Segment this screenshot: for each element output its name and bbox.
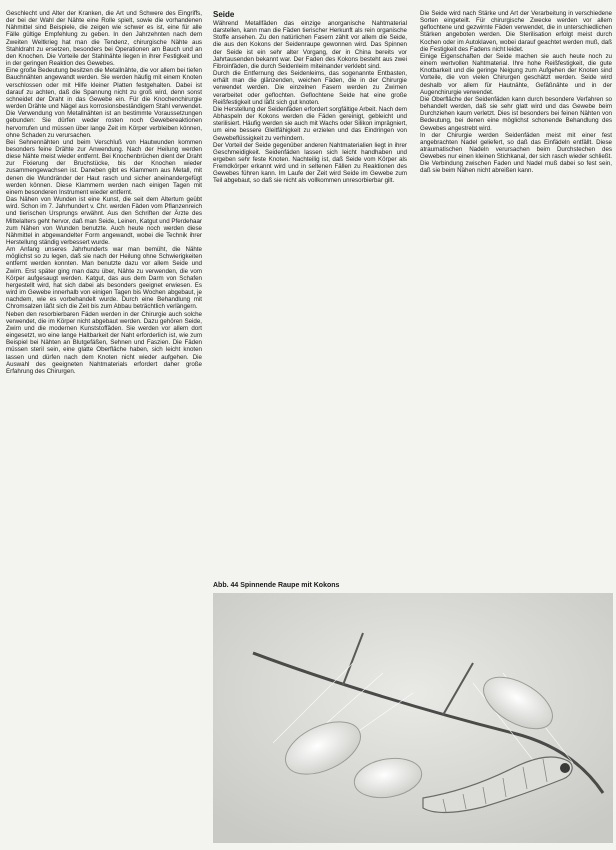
middle-paragraph: Durch die Entfernung des Seidenleims, das sogenannte Entbasten, erhält man die glänzenden, weichen Fäden, die in der Chirurgie verwendet werden. Die einzelnen Fasern werden zu Zwirnen verarbeitet oder geflochten. Geflochtene Seide hat eine große Reißfestigkeit und läßt sich gut knoten. bbox=[213, 70, 407, 106]
middle-text-column bbox=[213, 10, 407, 580]
left-paragraph: Geschlecht und Alter der Kranken, die Art und Schwere des Eingriffs, der bei der Wahl der Nähte eine Rolle spielt, sowie die vorhandenen Nähmittel sind Beispiele, die zeigen wie schwer es ist, eine für alle Fälle gültige Empfehlung zu geben. In den Jahrzehnten nach dem Zweiten Weltkrieg hat man die Tendenz, chirurgische Nähte aus Stahldraht zu ersetzen, besonders bei Operationen am Bauch und an den Knochen. Die Vorteile der Stahlnähte liegen in ihrer Festigkeit und in der geringen Reaktion des Gewebes. bbox=[6, 10, 202, 68]
right-paragraph: Einige Eigenschaften der Seide machen sie auch heute noch zu einem wertvollen Nahtmaterial. Ihre hohe Reißfestigkeit, die gute Knotbarkeit und die geringe Neigung zum Aufgehen der Knoten sind Vorteile, die von vielen Chirurgen geschätzt werden. Seide wird deshalb vor allem für Hautnähte, Gefäßnähte und in der Augenchirurgie verwendet. bbox=[420, 52, 612, 96]
right-paragraph: In der Chirurgie werden Seidenfäden meist mit einer fest angebrachten Nadel geliefert, so daß das Einfädeln entfällt. Diese atraumatischen Nadeln verursachen beim Durchstechen des Gewebes nur einen kleinen Stichkanal, der sich rasch wieder schließt. Die Verbindung zwischen Faden und Nadel muß dabei so fest sein, daß sie beim Nähen nicht abreißen kann. bbox=[420, 131, 612, 175]
middle-paragraph: Der Vorteil der Seide gegenüber anderen Nahtmaterialien liegt in ihrer Geschmeidigkeit. Seidenfäden lassen sich leicht handhaben und ergeben sehr feste Knoten. Nachteilig ist, daß Seide vom Körper als Fremdkörper erkannt wird und in seltenen Fällen zu Reaktionen des Gewebes führen kann. Im Laufe der Zeit wird Seide im Gewebe zum Teil abgebaut, so daß sie nicht als vollkommen unresorbierbar gilt. bbox=[213, 141, 407, 185]
silkworm-cocoon-photo bbox=[213, 593, 613, 843]
middle-paragraph: Die Herstellung der Seidenfäden erfordert sorgfältige Arbeit. Nach dem Abhaspeln der Kokons werden die Fäden gereinigt, gebleicht und sterilisiert. Häufig werden sie auch mit Wachs oder Silikon imprägniert, um eine bessere Gleitfähigkeit zu erzielen und das Eindringen von Gewebeflüssigkeit zu verhindern. bbox=[213, 105, 407, 142]
left-paragraph: Neben den resorbierbaren Fäden werden in der Chirurgie auch solche verwendet, die im Körper nicht abgebaut werden. Dazu gehören Seide, Zwirn und die modernen Kunststoffäden. Sie werden vor allem dort eingesetzt, wo eine lange Haltbarkeit der Naht erforderlich ist, wie zum Beispiel bei Nähten an Blutgefäßen, Sehnen und Faszien. Die Fäden müssen steril sein, eine glatte Oberfläche haben, sich leicht knoten lassen und dürfen nach dem Knoten nicht wieder aufgehen. Die Auswahl des geeigneten Nahtmaterials erfordert daher große Erfahrung des Chirurgen. bbox=[6, 310, 202, 375]
photo-background bbox=[213, 593, 613, 843]
figure-caption: Abb. 44 Spinnende Raupe mit Kokons bbox=[213, 582, 340, 589]
left-paragraph: Am Anfang unseres Jahrhunderts war man bemüht, die Nähte möglichst so zu legen, daß sie nach der Heilung ohne Schwierigkeiten entfernt werden konnten. Man benutzte dazu vor allem Seide und Zwirn. Erst später ging man dazu über, Nähte zu verwenden, die vom Körper aufgesaugt werden. Katgut, das aus dem Darm von Schafen hergestellt wird, hat sich dabei als besonders geeignet erwiesen. Es wird im Gewebe innerhalb von einigen Tagen bis Wochen abgebaut, je nachdem, wie es vorbehandelt wurde. Durch eine Behandlung mit Chromsalzen läßt sich die Zeit bis zum Abbau beträchtlich verlängern. bbox=[6, 246, 202, 311]
section-heading: Seide bbox=[213, 10, 235, 19]
right-paragraph: Die Oberfläche der Seidenfäden kann durch besondere Verfahren so behandelt werden, daß sie sehr glatt wird und das Gewebe beim Durchziehen kaum verletzt. Dies ist besonders bei feinen Nähten von Bedeutung, bei denen eine möglichst schonende Behandlung des Gewebes angestrebt wird. bbox=[420, 95, 612, 132]
left-paragraph: Eine große Bedeutung besitzen die Metallnähte, die vor allem bei tiefen Bauchnähten angewandt werden. Sie werden häufig mit einem Knoten verschlossen oder mit Hilfe kleiner Platten festgehalten. Dabei ist darauf zu achten, daß die Spannung nicht zu groß wird, denn sonst schneidet der Draht in das Gewebe ein. Für die Knochenchirurgie werden Drähte und Nägel aus korrosionsbeständigem Stahl verwendet. Die Verwendung von Metallnähten ist an bestimmte Voraussetzungen gebunden: Sie dürfen weder rosten noch Gewebereaktionen hervorrufen und müssen über lange Zeit im Körper verbleiben können, ohne Schaden zu verursachen. bbox=[6, 67, 202, 139]
right-paragraph: Die Seide wird nach Stärke und Art der Verarbeitung in verschiedene Sorten eingeteilt. Für chirurgische Zwecke werden vor allem geflochtene und gezwirnte Fäden verwendet, die in unterschiedlichen Stärken angeboten werden. Die Sterilisation erfolgt meist durch Kochen oder im Autoklaven, wobei darauf geachtet werden muß, daß die Festigkeit des Fadens nicht leidet. bbox=[420, 10, 612, 53]
left-paragraph: Bei Sehnennähten und beim Verschluß von Hautwunden kommen besonders feine Drähte zur Anwendung. Nach der Heilung werden diese Nähte meist wieder entfernt. Bei Knochenbrüchen dient der Draht zur Fixierung der Bruchstücke, bis der Knochen wieder zusammengewachsen ist. Daneben gibt es Klammern aus Metall, mit denen die Wundränder der Haut rasch und sicher aneinandergefügt werden können. Diese Klammern werden nach einigen Tagen mit einem besonderen Instrument wieder entfernt. bbox=[6, 138, 202, 196]
right-text-column bbox=[420, 10, 612, 580]
left-text-column bbox=[6, 10, 202, 846]
left-paragraph: Das Nähen von Wunden ist eine Kunst, die seit dem Altertum geübt wird. Schon im 7. Jahrhundert v. Chr. werden Fäden vom Pflanzenreich und tierischen Ursprungs erwähnt. Aus den Schriften der Ärzte des Mittelalters geht hervor, daß man Seide, Leinen, Katgut und Pferdehaar zum Nähen von Wunden benutzte. Auch heute noch werden diese Nähmittel in abgewandelter Form angewandt, wobei die Technik ihrer Herstellung ständig verbessert wurde. bbox=[6, 196, 202, 246]
middle-paragraph: Während Metallfäden das einzige anorganische Nahtmaterial darstellen, kann man die Fäden tierischer Herkunft als rein organische Stoffe ansehen. Zu den natürlichen Fasern zählt vor allem die Seide, die aus den Kokons der Seidenraupe gewonnen wird. Das Spinnen der Seide ist ein sehr alter Vorgang, der in China bereits vor Jahrtausenden bekannt war. Der Faden des Kokons besteht aus zwei Fibroinfäden, die durch Seidenleim miteinander verklebt sind. bbox=[213, 20, 407, 70]
